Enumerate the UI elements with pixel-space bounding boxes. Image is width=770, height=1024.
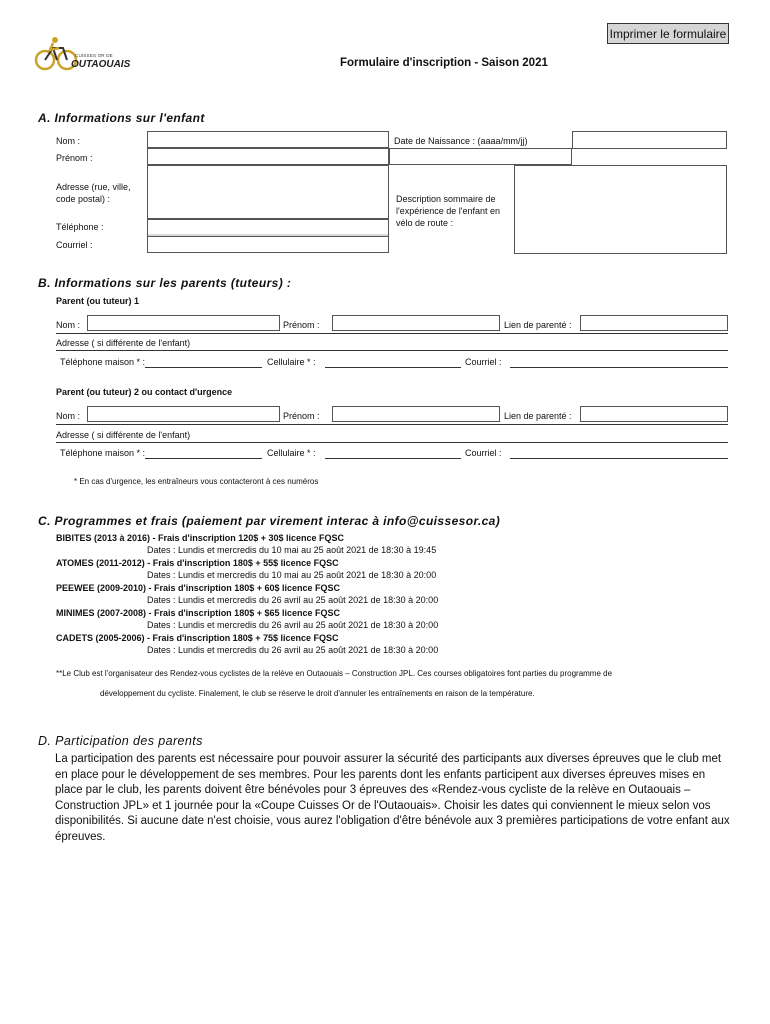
section-d-title: D. Participation des parents <box>38 734 203 748</box>
section-c-title: C. Programmes et frais (paiement par virement interac à info@cuissesor.ca) <box>38 514 501 528</box>
program-name: BIBITES (2013 à 2016) - Frais d'inscription 120$ + 30$ licence FQSC <box>56 533 345 543</box>
child-nom-field[interactable] <box>147 131 389 148</box>
parent1-adresse-field[interactable] <box>56 350 728 351</box>
parent1-cell-field[interactable] <box>325 367 461 368</box>
print-form-button[interactable]: Imprimer le formulaire <box>607 23 729 44</box>
prenom-label: Prénom : <box>56 153 93 163</box>
date-naissance-field[interactable] <box>572 131 727 149</box>
program-dates: Dates : Lundis et mercredis du 26 avril au 25 août 2021 de 18:30 à 20:00 <box>147 645 439 655</box>
parent1-prenom-label: Prénom : <box>283 320 320 330</box>
club-note-line1: **Le Club est l'organisateur des Rendez-vous cyclistes de la relève en Outaouais – Construction JPL. Ces courses obligatoires font parties du programme de <box>56 669 613 678</box>
row-underline <box>56 333 728 334</box>
courriel-label: Courriel : <box>56 240 93 250</box>
program-name: MINIMES (2007-2008) - Frais d'inscription 180$ + $65 licence FQSC <box>56 608 341 618</box>
program-dates: Dates : Lundis et mercredis du 26 avril au 25 août 2021 de 18:30 à 20:00 <box>147 620 439 630</box>
parent2-prenom-field[interactable] <box>332 406 500 422</box>
program-name: PEEWEE (2009-2010) - Frais d'inscription 180$ + 60$ licence FQSC <box>56 583 341 593</box>
parent1-cell-label: Cellulaire * : <box>267 357 316 367</box>
logo-text-small: CUISSES OR DE <box>75 53 113 58</box>
urgence-note: * En cas d'urgence, les entraîneurs vous contacteront à ces numéros <box>74 477 319 486</box>
parent1-tel-field[interactable] <box>145 367 262 368</box>
parent2-cell-label: Cellulaire * : <box>267 448 316 458</box>
program-name: ATOMES (2011-2012) - Frais d'inscription 180$ + 55$ licence FQSC <box>56 558 339 568</box>
parent1-nom-label: Nom : <box>56 320 81 330</box>
adresse-label-2: code postal) : <box>56 194 111 204</box>
parent1-title: Parent (ou tuteur) 1 <box>56 296 140 306</box>
parent2-nom-label: Nom : <box>56 411 81 421</box>
parent1-courriel-field[interactable] <box>510 367 728 368</box>
parent2-adresse-label: Adresse ( si différente de l'enfant) <box>56 430 191 440</box>
child-adresse-field[interactable] <box>147 165 389 219</box>
program-dates: Dates : Lundis et mercredis du 26 avril au 25 août 2021 de 18:30 à 20:00 <box>147 595 439 605</box>
child-prenom-field[interactable] <box>147 148 389 165</box>
parent1-nom-field[interactable] <box>87 315 280 331</box>
logo-text-big: OUTAOUAIS <box>71 59 131 70</box>
parent2-tel-label: Téléphone maison * : <box>60 448 146 458</box>
description-field[interactable] <box>514 165 727 254</box>
row-underline <box>56 424 728 425</box>
parent2-lien-label: Lien de parenté : <box>504 411 572 421</box>
parent2-courriel-field[interactable] <box>510 458 728 459</box>
description-label-3: vélo de route : <box>396 218 454 228</box>
parent1-lien-label: Lien de parenté : <box>504 320 572 330</box>
parent1-courriel-label: Courriel : <box>465 357 502 367</box>
parent2-lien-field[interactable] <box>580 406 728 422</box>
parent1-adresse-label: Adresse ( si différente de l'enfant) <box>56 338 191 348</box>
program-dates: Dates : Lundis et mercredis du 10 mai au 25 août 2021 de 18:30 à 19:45 <box>147 545 437 555</box>
child-courriel-field[interactable] <box>147 236 389 253</box>
adresse-label-1: Adresse (rue, ville, <box>56 182 131 192</box>
description-label-2: l'expérience de l'enfant en <box>396 206 501 216</box>
participation-paragraph: La participation des parents est nécessaire pour pouvoir assurer la sécurité des participants aux diverses épreuves que le club met en place pour le développement de ses membres. Pour les parents dont les enfants participent aux diverses épreuves mises en place par le club, les parents doivent être bénévoles pour 3 épreuves des «Rendez-vous cycliste de la relève en Outaouais – Construction JPL» et 1 journée pour la «Coupe Cuisses Or de l'Outaouais». Choisir les dates qui conviennent le mieux selon vos disponibilités. Si aucune date n'est choisie, vous aurez l'obligation d'être bénévole aux 3 premières participations de votre enfant aux épreuves. <box>55 753 730 843</box>
parent2-adresse-field[interactable] <box>56 442 728 443</box>
program-dates: Dates : Lundis et mercredis du 10 mai au 25 août 2021 de 18:30 à 20:00 <box>147 570 437 580</box>
parent1-tel-label: Téléphone maison * : <box>60 357 146 367</box>
section-b-title: B. Informations sur les parents (tuteurs) : <box>38 276 292 290</box>
description-label-1: Description sommaire de <box>396 194 496 204</box>
parent2-prenom-label: Prénom : <box>283 411 320 421</box>
form-title: Formulaire d'inscription - Saison 2021 <box>340 57 548 69</box>
section-a-title: A. Informations sur l'enfant <box>38 111 205 125</box>
parent1-lien-field[interactable] <box>580 315 728 331</box>
club-note-line2: développement du cycliste. Finalement, le club se réserve le droit d'annuler les entraînements en raison de la température. <box>100 689 535 698</box>
nom-label: Nom : <box>56 136 81 146</box>
program-name: CADETS (2005-2006) - Frais d'inscription 180$ + 75$ licence FQSC <box>56 633 339 643</box>
telephone-label: Téléphone : <box>56 222 104 232</box>
parent2-nom-field[interactable] <box>87 406 280 422</box>
assurance-field[interactable] <box>389 148 572 165</box>
parent1-prenom-field[interactable] <box>332 315 500 331</box>
parent2-courriel-label: Courriel : <box>465 448 502 458</box>
club-logo <box>33 34 131 74</box>
parent2-cell-field[interactable] <box>325 458 461 459</box>
parent2-title: Parent (ou tuteur) 2 ou contact d'urgence <box>56 387 233 397</box>
parent2-tel-field[interactable] <box>145 458 262 459</box>
date-naissance-label: Date de Naissance : (aaaa/mm/jj) <box>394 136 528 146</box>
